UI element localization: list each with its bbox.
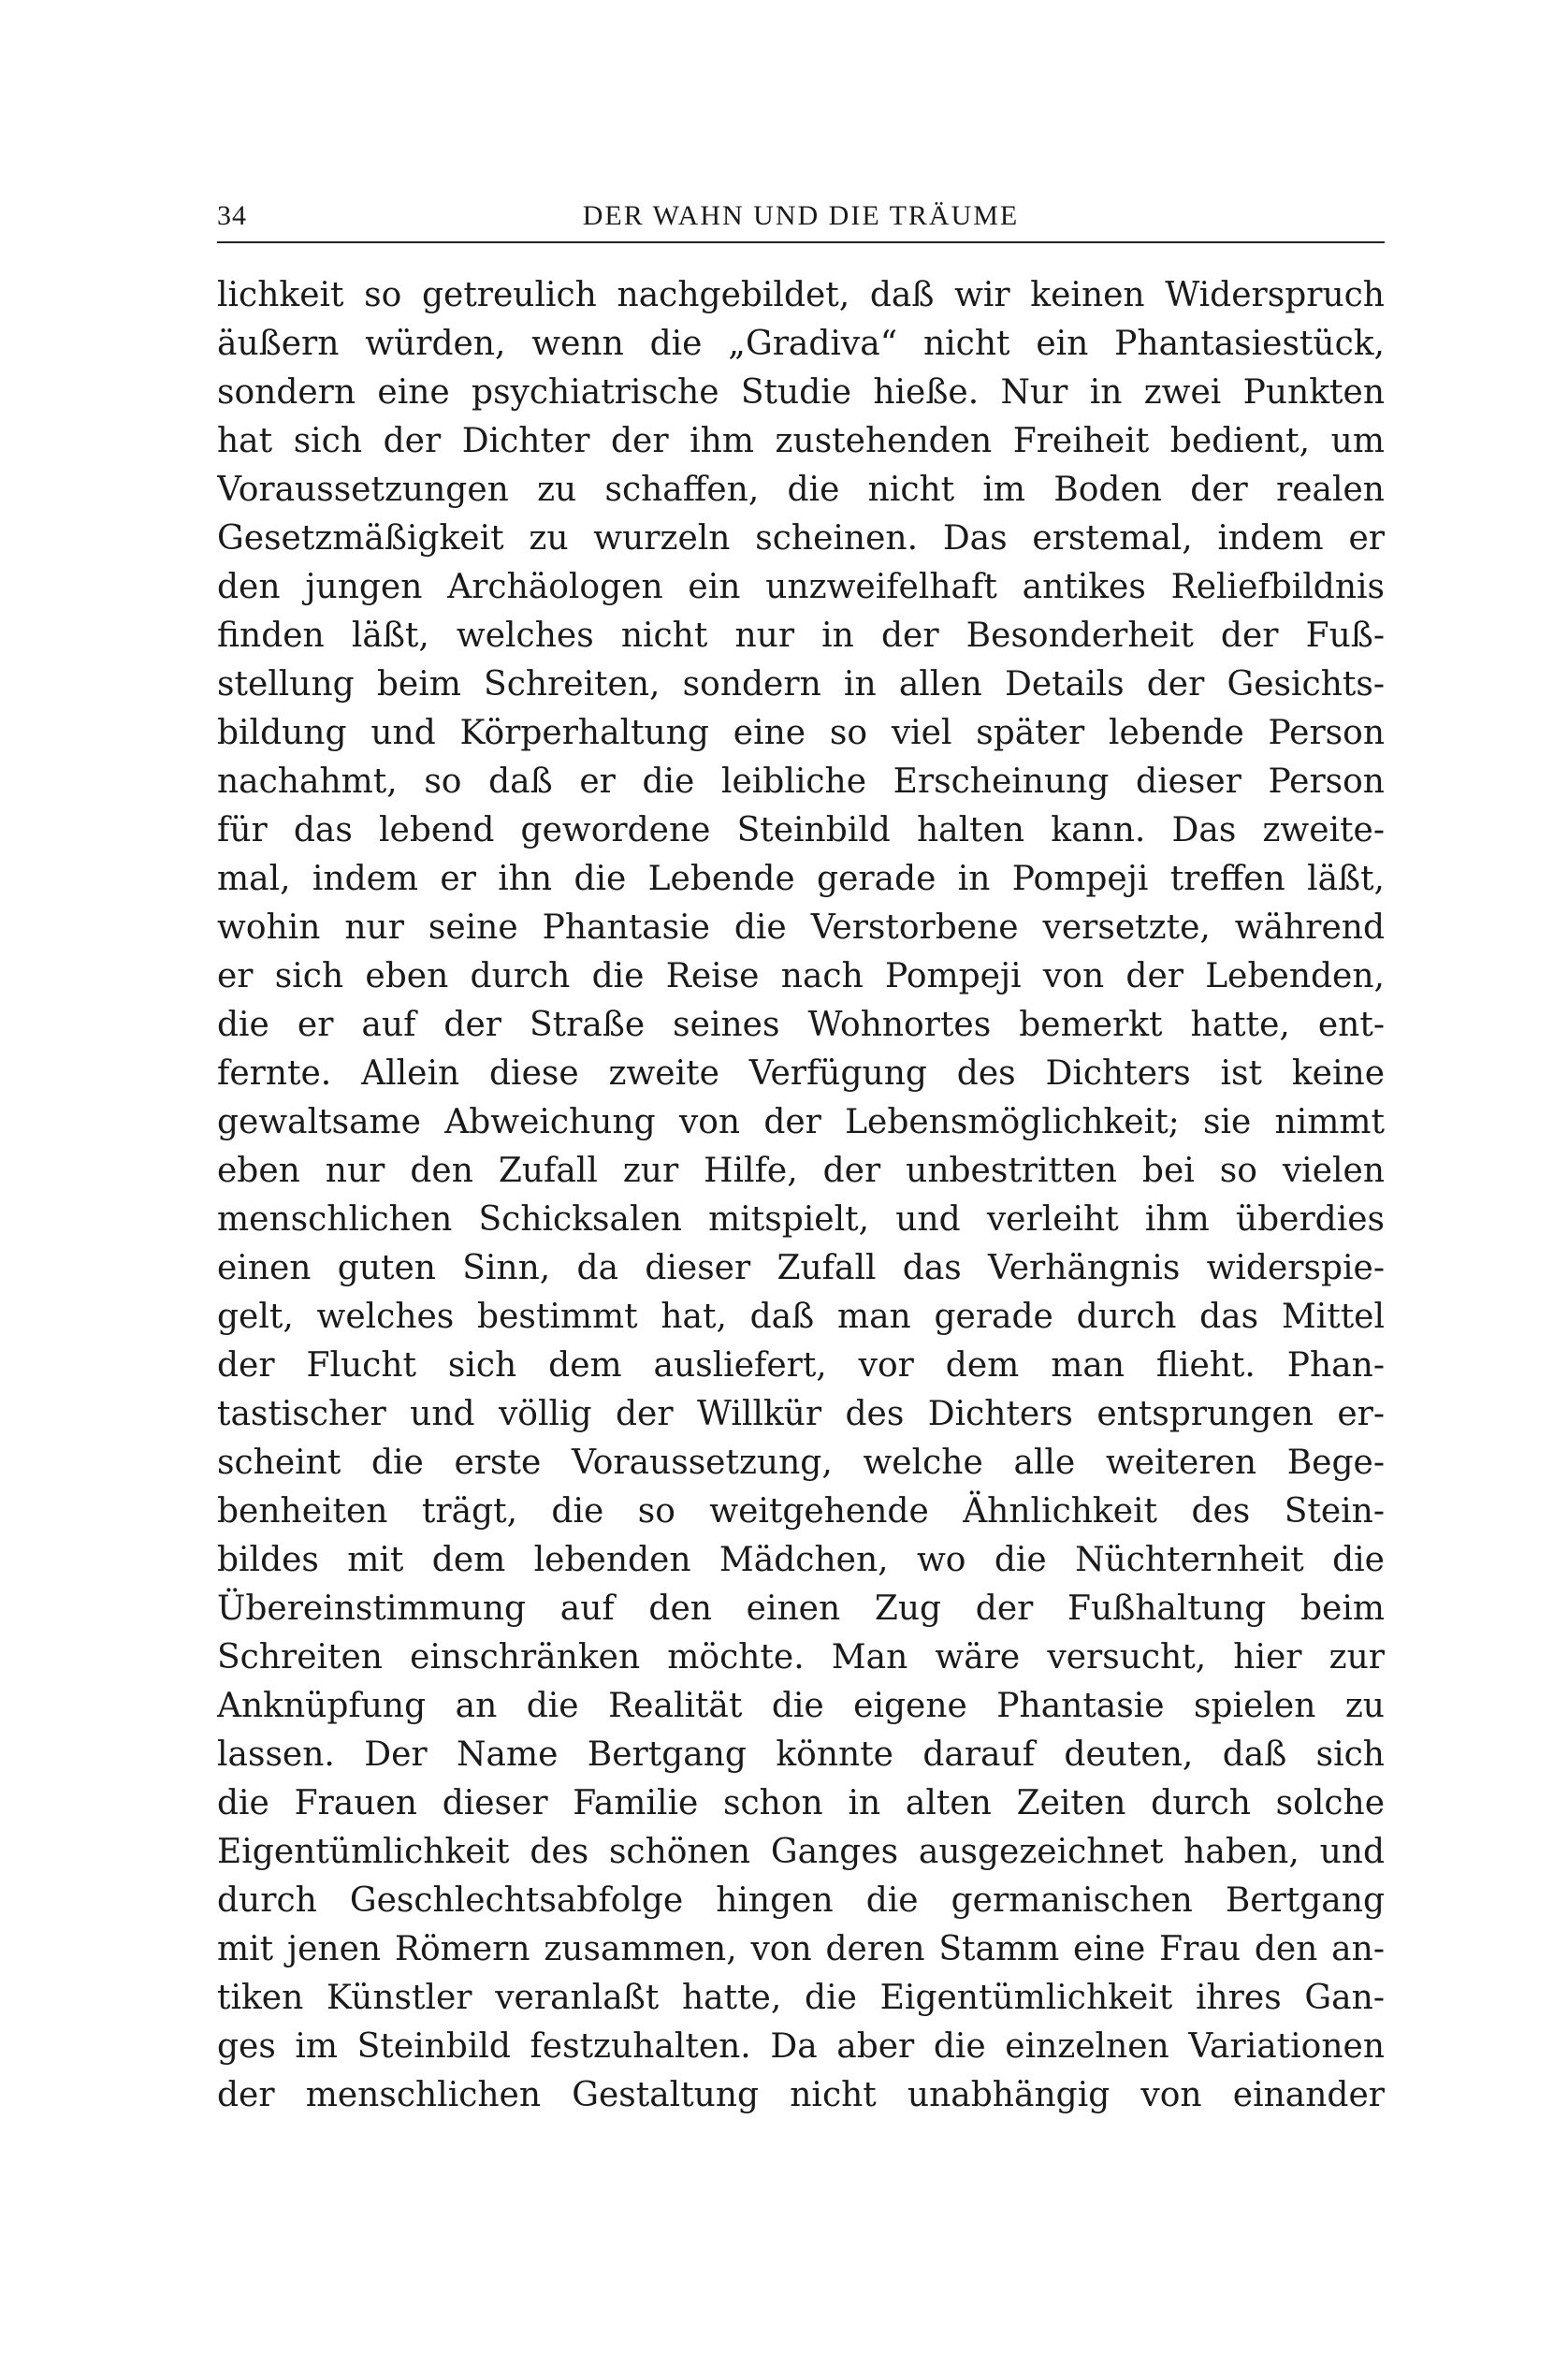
text-line: bildes mit dem lebenden Mädchen, wo die Nüchternheit die: [217, 1541, 1385, 1579]
text-line: der Flucht sich dem ausliefert, vor dem man flieht. Phan-: [217, 1346, 1385, 1385]
text-line: stellung beim Schreiten, sondern in allen Details der Gesichts-: [217, 665, 1385, 704]
text-line: lassen. Der Name Bertgang könnte darauf deuten, daß sich: [217, 1735, 1385, 1774]
text-line: eben nur den Zufall zur Hilfe, der unbestritten bei so vielen: [217, 1152, 1385, 1190]
header-rule: [217, 241, 1385, 243]
text-line: sondern eine psychiatrische Studie hieße. Nur in zwei Punkten: [217, 373, 1385, 412]
text-line: gelt, welches bestimmt hat, daß man gerade durch das Mittel: [217, 1298, 1385, 1336]
text-line: hat sich der Dichter der ihm zustehenden Freiheit bedient, um: [217, 422, 1385, 460]
text-line: bildung und Körperhaltung eine so viel später lebende Person: [217, 714, 1385, 752]
text-line: den jungen Archäologen ein unzweifelhaft antikes Reliefbildnis: [217, 568, 1385, 606]
text-line: benheiten trägt, die so weitgehende Ähnlichkeit des Stein-: [217, 1492, 1385, 1531]
text-line: tastischer und völlig der Willkür des Dichters entsprungen er-: [217, 1395, 1385, 1433]
text-line: tiken Künstler veranlaßt hatte, die Eigentümlichkeit ihres Gan-: [217, 1979, 1385, 2017]
text-line: die Frauen dieser Familie schon in alten Zeiten durch solche: [217, 1784, 1385, 1822]
text-line: ges im Steinbild festzuhalten. Da aber die einzelnen Variationen: [217, 2027, 1385, 2066]
text-line: lichkeit so getreulich nachgebildet, daß wir keinen Widerspruch: [217, 276, 1385, 314]
text-line: durch Geschlechtsabfolge hingen die germanischen Bertgang: [217, 1881, 1385, 1920]
text-line: Übereinstimmung auf den einen Zug der Fußhaltung beim: [217, 1589, 1385, 1628]
text-line: er sich eben durch die Reise nach Pompeji von der Lebenden,: [217, 957, 1385, 995]
text-line: mal, indem er ihn die Lebende gerade in Pompeji treffen läßt,: [217, 860, 1385, 898]
page-number: 34: [217, 200, 247, 231]
text-line: wohin nur seine Phantasie die Verstorbene versetzte, während: [217, 908, 1385, 947]
text-line: für das lebend gewordene Steinbild halten kann. Das zweite-: [217, 811, 1385, 849]
text-line: Gesetzmäßigkeit zu wurzeln scheinen. Das erstemal, indem er: [217, 519, 1385, 558]
text-line: scheint die erste Voraussetzung, welche alle weiteren Bege-: [217, 1444, 1385, 1482]
text-line: Eigentümlichkeit des schönen Ganges ausgezeichnet haben, und: [217, 1833, 1385, 1871]
text-line: Anknüpfung an die Realität die eigene Phantasie spielen zu: [217, 1687, 1385, 1725]
text-line: fernte. Allein diese zweite Verfügung des Dichters ist keine: [217, 1054, 1385, 1093]
text-line: mit jenen Römern zusammen, von deren Stamm eine Frau den an-: [217, 1930, 1385, 1968]
text-line: Voraussetzungen zu schaffen, die nicht im Boden der realen: [217, 471, 1385, 509]
text-line: einen guten Sinn, da dieser Zufall das Verhängnis widerspie-: [217, 1249, 1385, 1287]
body-text: [217, 271, 1385, 2120]
page-header: [217, 195, 1385, 240]
text-line: menschlichen Schicksalen mitspielt, und verleiht ihm überdies: [217, 1200, 1385, 1239]
text-line: finden läßt, welches nicht nur in der Besonderheit der Fuß-: [217, 617, 1385, 655]
running-head: DER WAHN UND DIE TRÄUME: [582, 200, 1020, 231]
text-line: nachahmt, so daß er die leibliche Erscheinung dieser Person: [217, 762, 1385, 801]
text-line: gewaltsame Abweichung von der Lebensmöglichkeit; sie nimmt: [217, 1103, 1385, 1141]
text-line: die er auf der Straße seines Wohnortes bemerkt hatte, ent-: [217, 1006, 1385, 1044]
text-line: äußern würden, wenn die „Gradiva“ nicht ein Phantasiestück,: [217, 325, 1385, 363]
text-line: der menschlichen Gestaltung nicht unabhängig von einander: [217, 2076, 1385, 2114]
text-line: Schreiten einschränken möchte. Man wäre versucht, hier zur: [217, 1638, 1385, 1677]
